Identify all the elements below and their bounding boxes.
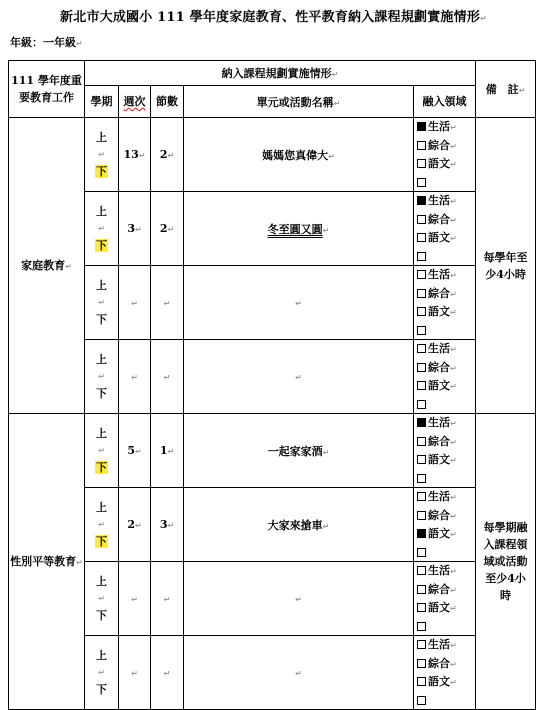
- semester-cell: 上 ↵ 下: [85, 414, 119, 488]
- integrate-cell: 生活↵ 綜合↵ 語文↵: [414, 340, 476, 414]
- integrate-cell: 生活↵ 綜合↵ 語文↵: [414, 414, 476, 488]
- activity-cell: ↵: [184, 562, 414, 636]
- domain-checkbox[interactable]: [417, 270, 426, 279]
- activity-cell: ↵: [184, 266, 414, 340]
- domain-checkbox[interactable]: [417, 455, 426, 464]
- integrate-cell: 生活↵ 綜合↵ 語文↵: [414, 118, 476, 192]
- domain-checkbox[interactable]: [417, 381, 426, 390]
- weeks-cell: ↵: [119, 562, 151, 636]
- domain-checkbox[interactable]: [417, 566, 426, 575]
- activity-cell: 大家來搶車↵: [184, 488, 414, 562]
- integrate-cell: 生活↵ 綜合↵ 語文↵: [414, 562, 476, 636]
- domain-checkbox[interactable]: [417, 659, 426, 668]
- domain-checkbox[interactable]: [417, 603, 426, 612]
- domain-checkbox[interactable]: [417, 196, 426, 205]
- remark-cell: 每學年至少4小時: [476, 118, 536, 414]
- table-row: [9, 562, 536, 636]
- periods-cell: 2↵: [151, 192, 184, 266]
- domain-checkbox[interactable]: [417, 178, 426, 187]
- domain-checkbox[interactable]: [417, 122, 426, 131]
- weeks-cell: 2↵: [119, 488, 151, 562]
- semester-cell: 上 ↵ 下: [85, 340, 119, 414]
- header-unit: 單元或活動名稱↵: [184, 86, 414, 118]
- weeks-cell: 13↵: [119, 118, 151, 192]
- periods-cell: ↵: [151, 562, 184, 636]
- table-row: [9, 488, 536, 562]
- periods-cell: ↵: [151, 636, 184, 710]
- table-row: [9, 636, 536, 710]
- weeks-cell: 5↵: [119, 414, 151, 488]
- table-row: [9, 340, 536, 414]
- activity-cell: ↵: [184, 636, 414, 710]
- weeks-cell: 3↵: [119, 192, 151, 266]
- curriculum-table: [8, 60, 536, 710]
- table-row: [9, 414, 536, 488]
- domain-checkbox[interactable]: [417, 474, 426, 483]
- activity-cell: 冬至圓又圓↵: [184, 192, 414, 266]
- activity-cell: ↵: [184, 340, 414, 414]
- issue-cell: 性別平等教育↵: [9, 414, 85, 710]
- integrate-cell: 生活↵ 綜合↵ 語文↵: [414, 636, 476, 710]
- domain-checkbox[interactable]: [417, 141, 426, 150]
- header-weeks: 週次: [119, 86, 151, 118]
- domain-checkbox[interactable]: [417, 585, 426, 594]
- weeks-cell: ↵: [119, 266, 151, 340]
- domain-checkbox[interactable]: [417, 529, 426, 538]
- domain-checkbox[interactable]: [417, 418, 426, 427]
- semester-cell: 上 ↵ 下: [85, 488, 119, 562]
- header-remark: 備 註↵: [476, 61, 536, 118]
- document-title: 新北市大成國小 111 學年度家庭教育、性平教育納入課程規劃實施情形↵: [60, 10, 487, 25]
- domain-checkbox[interactable]: [417, 622, 426, 631]
- domain-checkbox[interactable]: [417, 640, 426, 649]
- activity-cell: 媽媽您真偉大↵: [184, 118, 414, 192]
- grade-label: 年級：一年級↵: [10, 36, 83, 49]
- semester-cell: 上 ↵ 下: [85, 118, 119, 192]
- semester-cell: 上 ↵ 下: [85, 266, 119, 340]
- domain-checkbox[interactable]: [417, 400, 426, 409]
- integrate-cell: 生活↵ 綜合↵ 語文↵: [414, 266, 476, 340]
- header-integrate: 融入領域: [414, 86, 476, 118]
- table-row: [9, 266, 536, 340]
- issue-cell: 家庭教育↵: [9, 118, 85, 414]
- domain-checkbox[interactable]: [417, 492, 426, 501]
- domain-checkbox[interactable]: [417, 326, 426, 335]
- domain-checkbox[interactable]: [417, 307, 426, 316]
- domain-checkbox[interactable]: [417, 159, 426, 168]
- integrate-cell: 生活↵ 綜合↵ 語文↵: [414, 192, 476, 266]
- semester-cell: 上 ↵ 下: [85, 636, 119, 710]
- semester-cell: 上 ↵ 下: [85, 192, 119, 266]
- domain-checkbox[interactable]: [417, 677, 426, 686]
- periods-cell: ↵: [151, 340, 184, 414]
- remark-cell: 每學期融入課程領域或活動至少4小時: [476, 414, 536, 710]
- header-plan: 納入課程規劃實施情形↵: [85, 61, 476, 86]
- domain-checkbox[interactable]: [417, 437, 426, 446]
- table-row: [9, 118, 536, 192]
- periods-cell: 3↵: [151, 488, 184, 562]
- periods-cell: 1↵: [151, 414, 184, 488]
- header-periods: 節數: [151, 86, 184, 118]
- domain-checkbox[interactable]: [417, 363, 426, 372]
- header-semester: 學期: [85, 86, 119, 118]
- header-issue: 111 學年度重要教育工作: [9, 61, 85, 118]
- integrate-cell: 生活↵ 綜合↵ 語文↵: [414, 488, 476, 562]
- periods-cell: 2↵: [151, 118, 184, 192]
- domain-checkbox[interactable]: [417, 289, 426, 298]
- periods-cell: ↵: [151, 266, 184, 340]
- domain-checkbox[interactable]: [417, 344, 426, 353]
- semester-cell: 上 ↵ 下: [85, 562, 119, 636]
- domain-checkbox[interactable]: [417, 548, 426, 557]
- weeks-cell: ↵: [119, 340, 151, 414]
- activity-cell: 一起家家酒↵: [184, 414, 414, 488]
- domain-checkbox[interactable]: [417, 511, 426, 520]
- weeks-cell: ↵: [119, 636, 151, 710]
- domain-checkbox[interactable]: [417, 233, 426, 242]
- domain-checkbox[interactable]: [417, 252, 426, 261]
- domain-checkbox[interactable]: [417, 696, 426, 705]
- domain-checkbox[interactable]: [417, 215, 426, 224]
- table-row: [9, 192, 536, 266]
